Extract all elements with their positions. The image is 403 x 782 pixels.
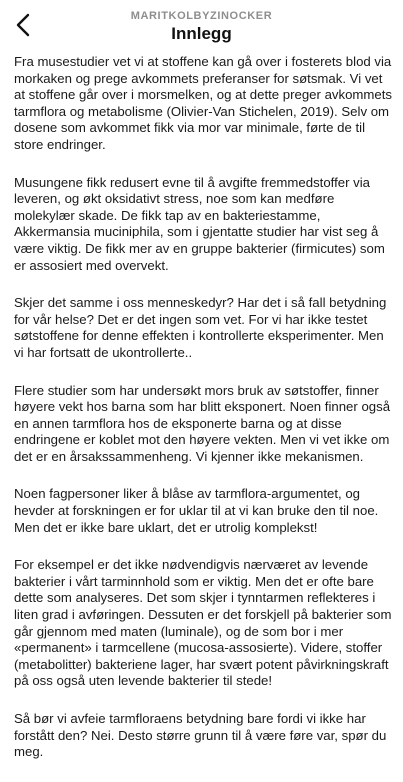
post-paragraph: Musungene fikk redusert evne til å avgifte fremmedstoffer via leveren, og økt oksidativt stress, noe som kan medføre molekylær skade. De fikk tap av en bakteriestamme, Akkermansia muciniphila, som i gjentatte studier har vist seg å være viktig. De fikk mer av en gruppe bakterier (firmicutes) som er assosiert med overvekt. bbox=[14, 174, 385, 273]
post-paragraph: For eksempel er det ikke nødvendigvis nærværet av levende bakterier i vårt tarminnhold som er viktig. Men det er ofte bare dette som analyseres. Det som skjer i tynntarmen reflekteres i liten grad i avføringen. Dessuten er det forskjell på bakterier som går gjennom med maten (luminale), og de som bor i mer «permanent» i tarmcellene (mucosa-assosierte). Videre, stoffer (metabolitter) bakteriene lager, har svært potent påvirkningskraft på oss også uten levende bakterier til stede! bbox=[14, 557, 392, 689]
header-titles bbox=[60, 9, 343, 45]
post-paragraph: Flere studier som har undersøkt mors bruk av søtstoffer, finner høyere vekt hos barna som har blitt eksponert. Noen finner også en annen tarmflora hos de eksponerte barna og at disse endringene er koblet mot den høyere vekten. Men vi vet ikke om det er en årsakssammenheng. Vi kjenner ikke mekanismen. bbox=[14, 382, 391, 464]
post-paragraph: Noen fagpersoner liker å blåse av tarmflora-argumentet, og hevder at forskningen er for uklar til at vi kan bruke den til noe. Men det er ikke bare uklart, det er utrolig komplekst! bbox=[14, 486, 379, 535]
post-paragraph: Skjer det samme i oss menneskedyr? Har det i så fall betydning for vår helse? Det er det ingen som vet. For vi har ikke testet søtstoffene for denne effekten i kontrollerte eksperimenter. Men vi har fortsatt de ukontrollerte.. bbox=[14, 295, 387, 360]
post-author-username[interactable]: MARITKOLBYZINOCKER bbox=[130, 10, 273, 22]
chevron-left-icon bbox=[16, 13, 30, 37]
post-body bbox=[14, 54, 392, 782]
page-title: Innlegg bbox=[171, 24, 232, 43]
back-button[interactable] bbox=[10, 10, 36, 40]
post-paragraph: Så bør vi avfeie tarmfloraens betydning bare fordi vi ikke har forstått den? Nei. Desto større grunn til å være føre var, spør du meg. bbox=[14, 711, 387, 760]
post-paragraph: Fra musestudier vet vi at stoffene kan gå over i fosterets blod via morkaken og prege avkommets preferanser for søtsmak. Vi vet at stoffene går over i morsmelken, og at dette preger avkommets tarmflora og metabolisme (Olivier-Van Stichelen, 2019). Selv om dosene som avkommet fikk via mor var minimale, førte de til store endringer. bbox=[14, 54, 392, 152]
app-header bbox=[0, 0, 403, 46]
